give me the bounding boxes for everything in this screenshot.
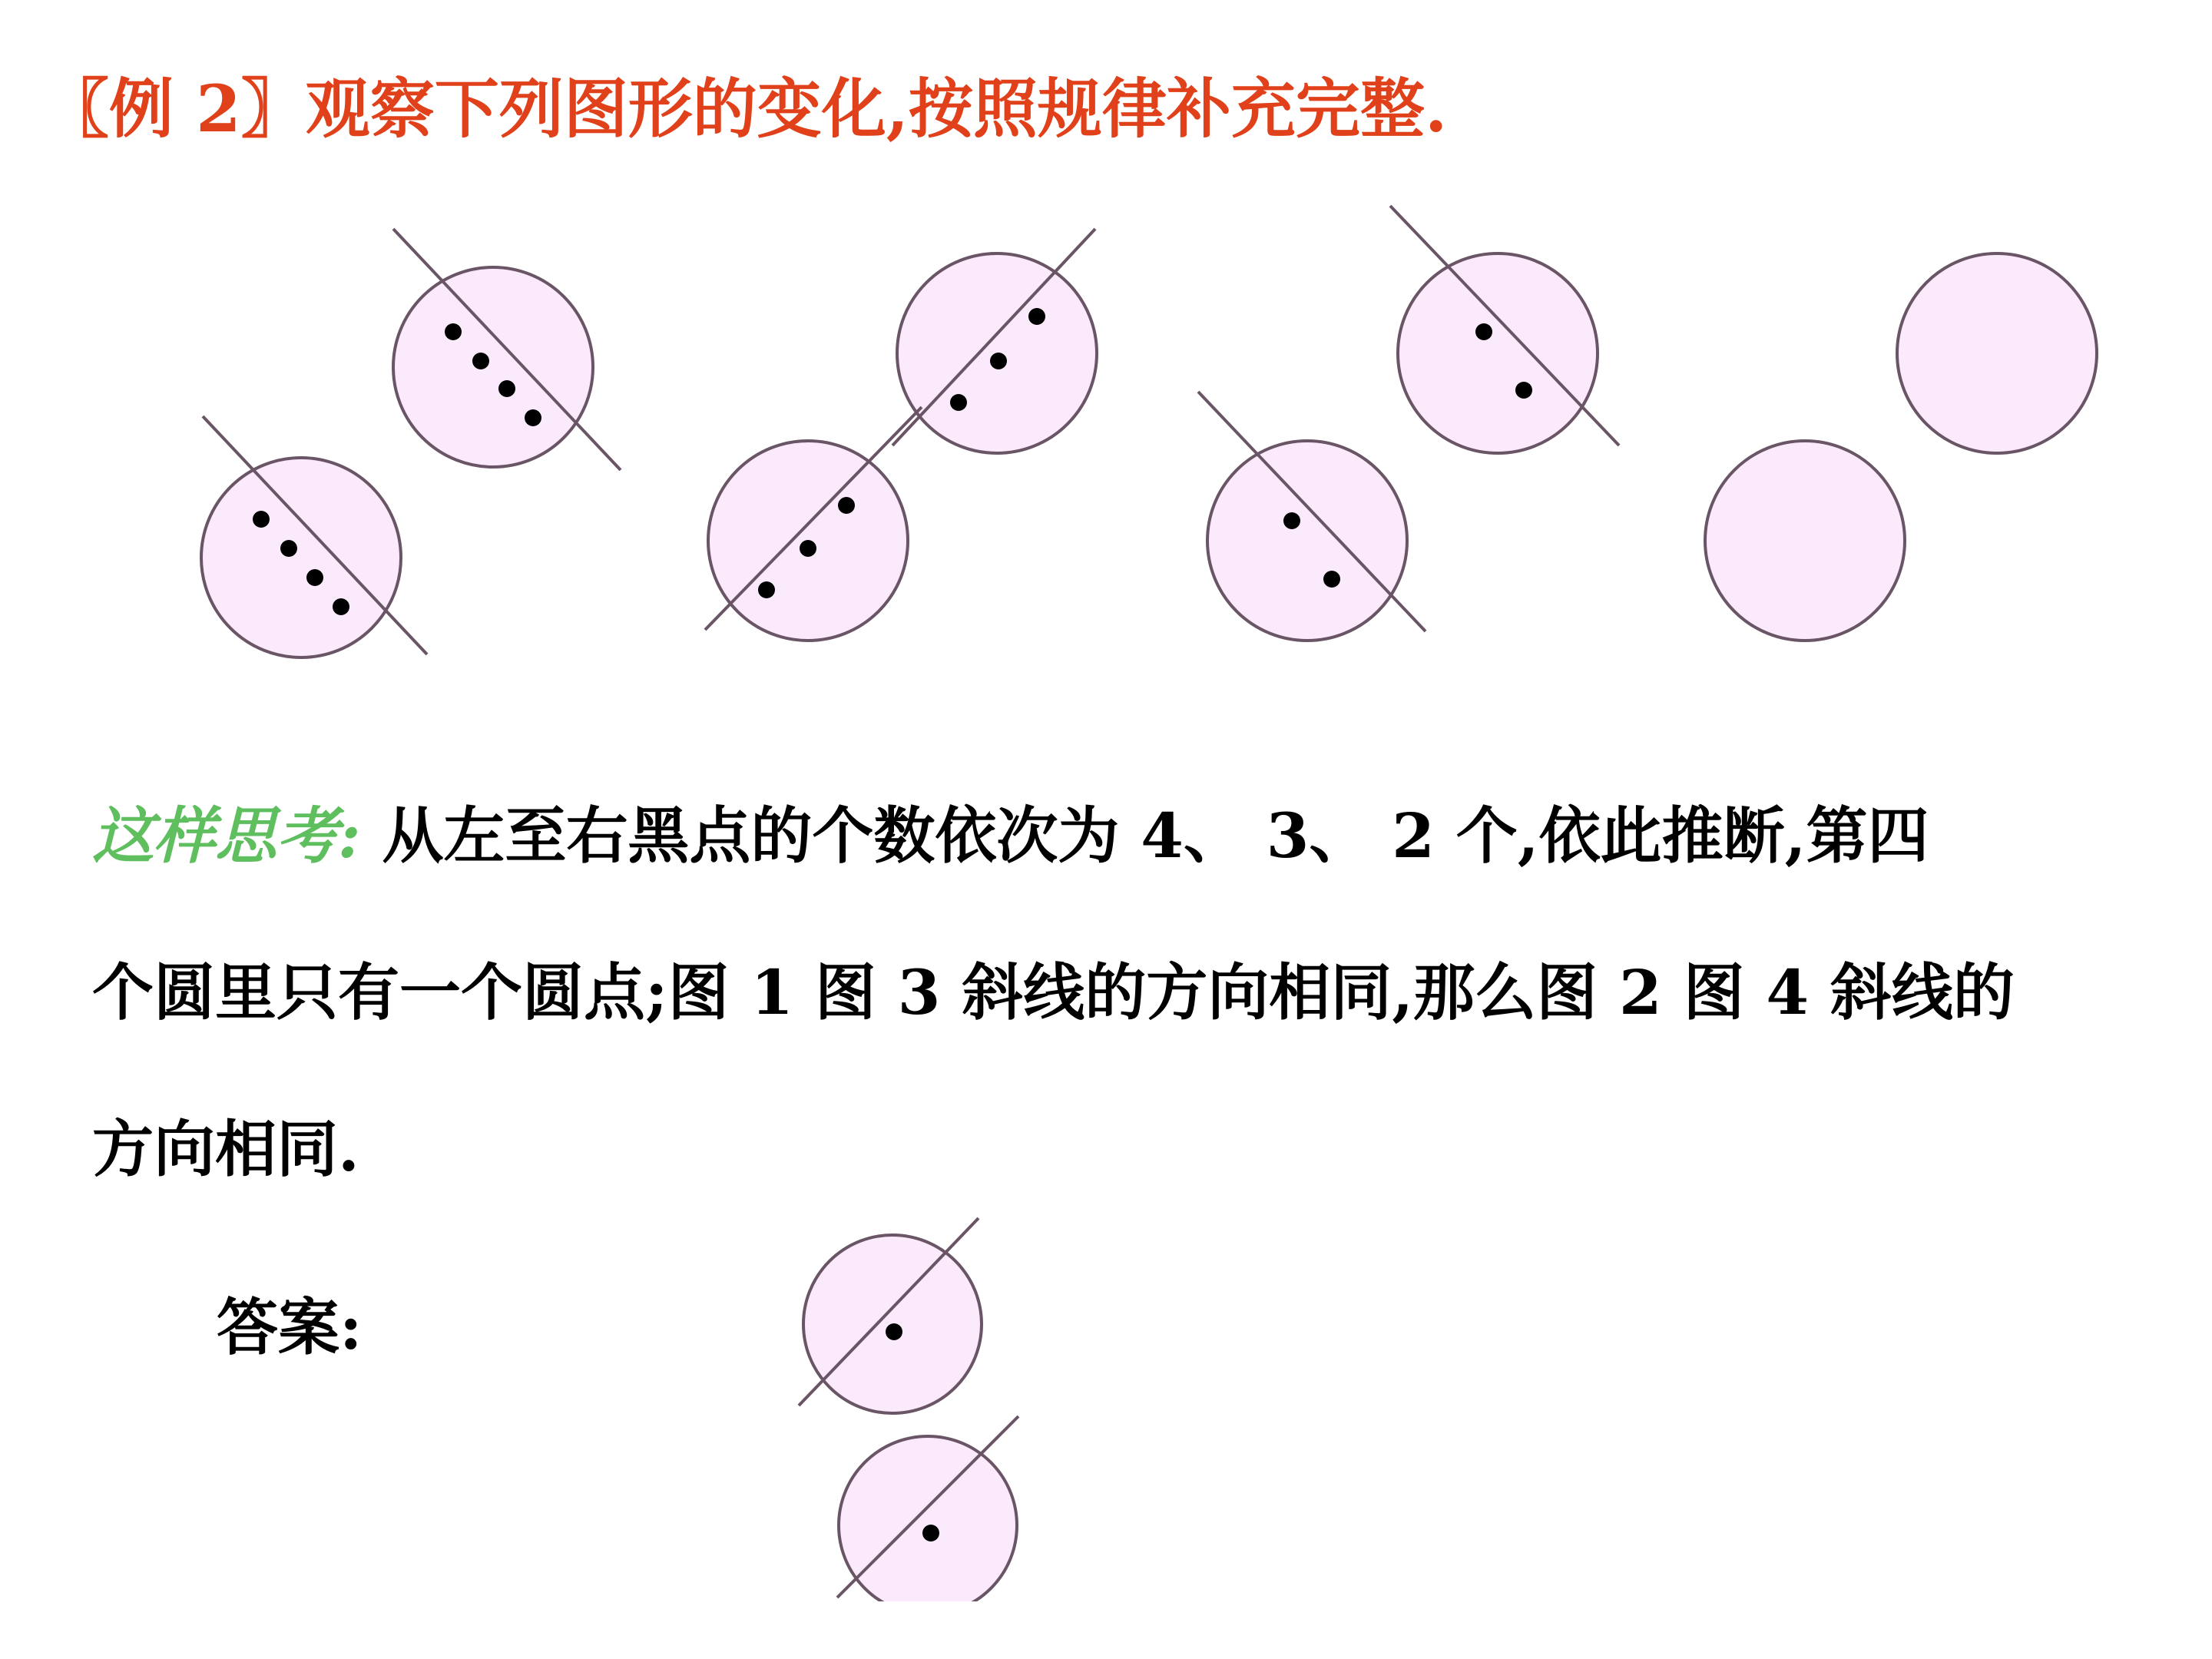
example-title: 〖例 2〗观察下列图形的变化,按照规律补充完整.: [45, 71, 1448, 147]
explanation-text-1: 从左至右黑点的个数依次为 4、 3、 2 个,依此推断,第四: [360, 800, 1929, 872]
explanation-line-3: 方向相同.: [92, 1113, 359, 1185]
figure-3-dot: [1515, 382, 1532, 399]
figure-4-circle-upper: [1897, 253, 2097, 453]
figure-3-dot: [1283, 512, 1300, 529]
figure-3-dot: [1475, 323, 1492, 340]
figure-1-circle-upper: [393, 267, 593, 467]
answer-dot: [922, 1525, 939, 1541]
figure-2-dot: [990, 353, 1007, 369]
figure-2-dot: [800, 540, 816, 557]
figure-1-dot: [472, 353, 489, 369]
figure-1-dot: [525, 409, 541, 426]
explanation-line-1: [92, 800, 2204, 872]
figure-3: [1198, 206, 1619, 641]
figure-1-dot: [253, 511, 270, 528]
figure-3-dot: [1323, 571, 1340, 588]
figure-3-circle-lower: [1207, 441, 1407, 641]
figure-1-dot: [445, 323, 462, 340]
figure-1-circle-lower: [201, 458, 401, 657]
figure-2: [705, 229, 1097, 641]
figure-1: [201, 229, 621, 657]
figure-2-dot: [838, 497, 855, 514]
figure-2-dot: [758, 581, 775, 598]
answer-dot: [886, 1323, 902, 1340]
figure-1-dot: [280, 540, 297, 557]
hint-label: 这样思考:: [92, 800, 361, 872]
figure-2-dot: [1028, 308, 1045, 325]
figure-3-circle-upper: [1398, 253, 1598, 453]
figure-1-dot: [306, 569, 323, 586]
answer-figure: [799, 1218, 1018, 1614]
explanation-line-2: 个圆里只有一个圆点;图 1 图 3 斜线的方向相同,那么图 2 图 4 斜线的: [92, 956, 2015, 1028]
figure-1-dot: [498, 380, 515, 397]
figure-1-dot: [333, 598, 349, 615]
figure-4: [1705, 253, 2097, 641]
figure-4-circle-lower: [1705, 441, 1905, 641]
answer-label: 答案:: [217, 1291, 363, 1363]
figure-2-dot: [950, 394, 967, 411]
